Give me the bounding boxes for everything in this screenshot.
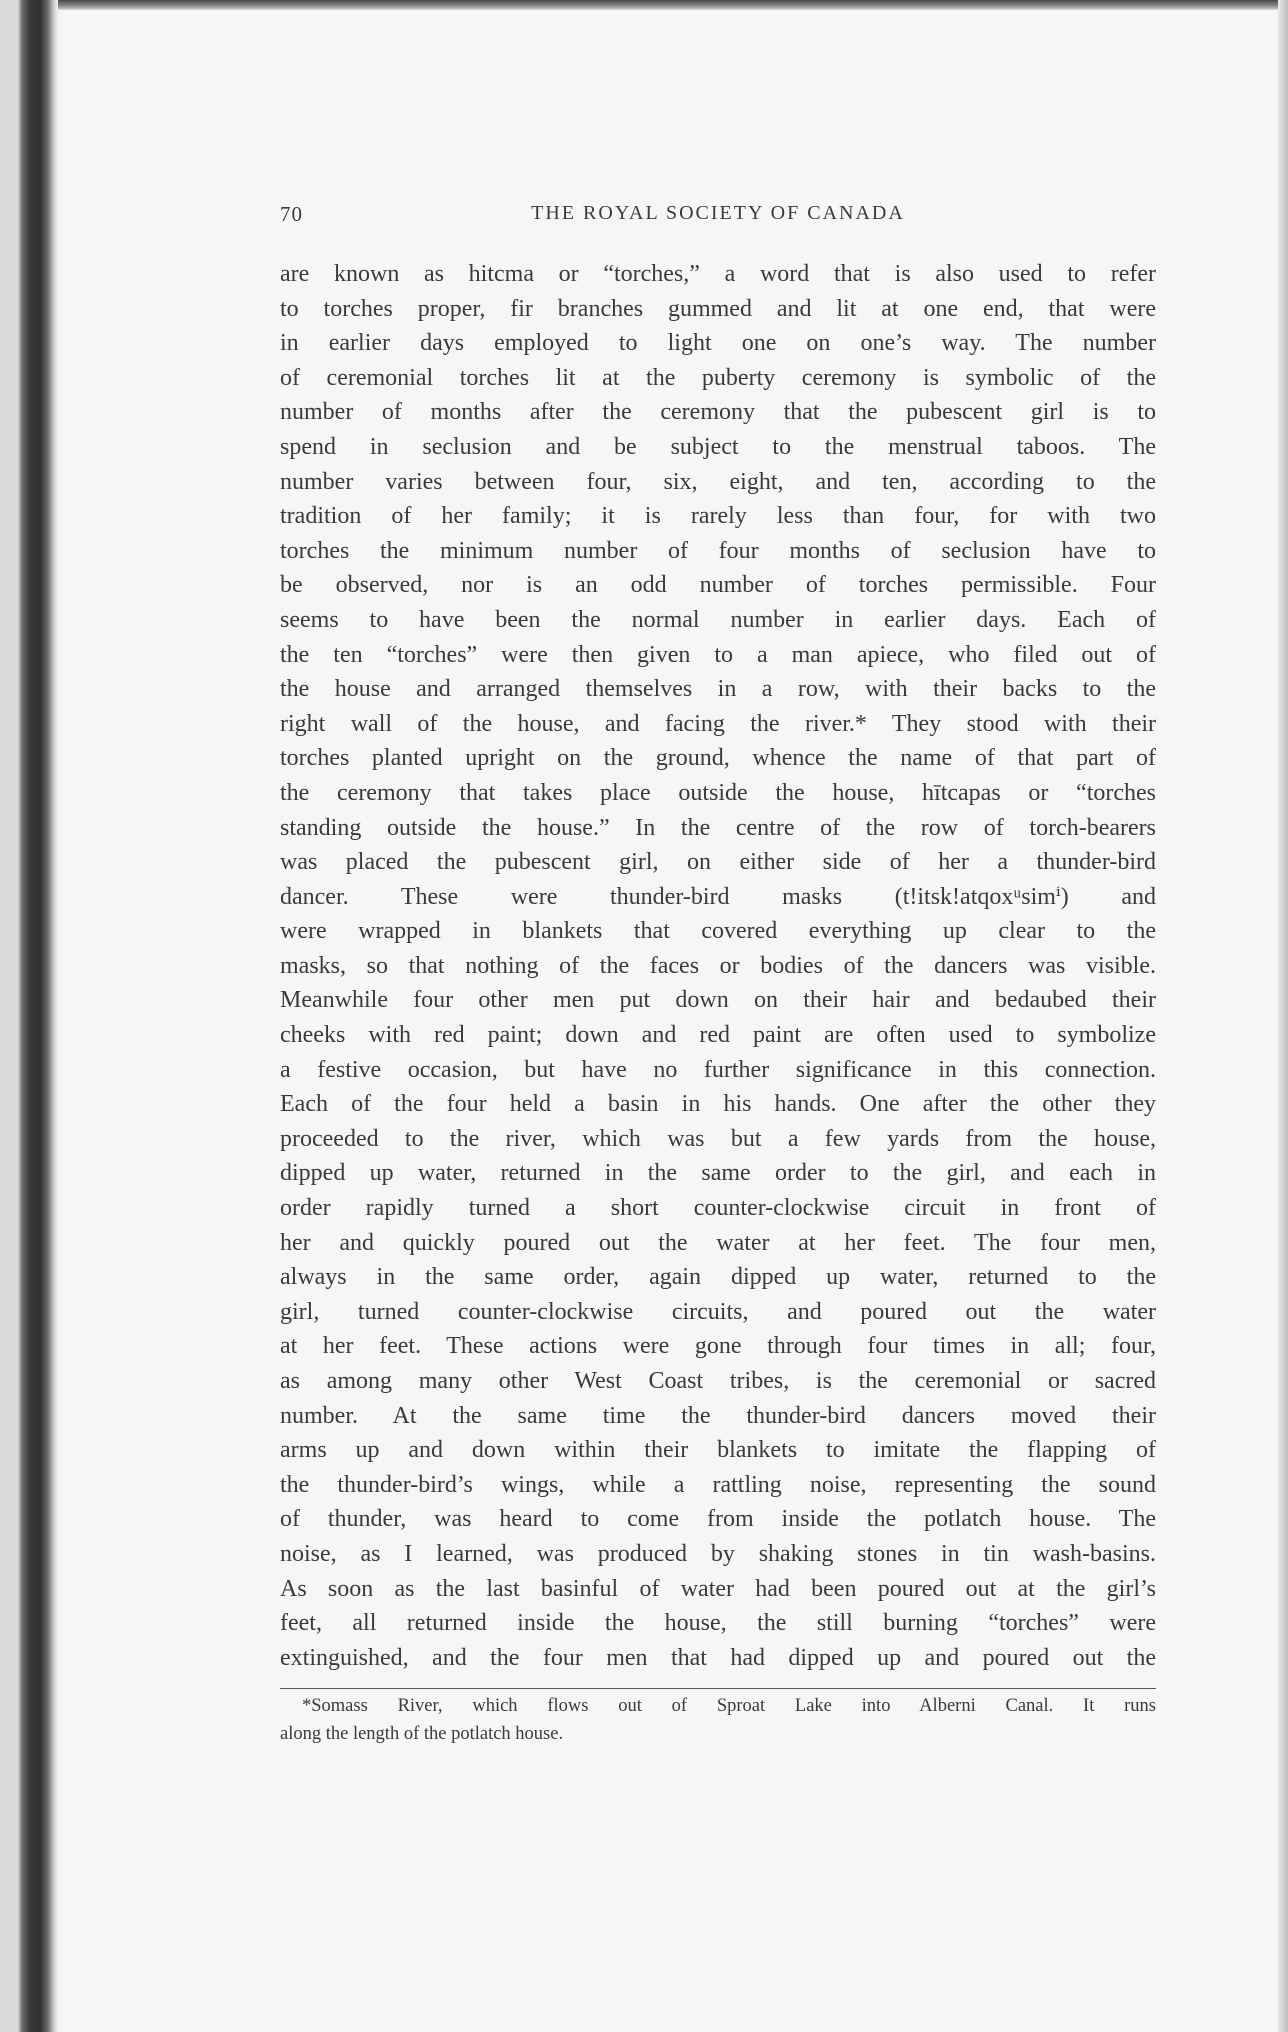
text-line: torches the minimum number of four months of seclusion have to — [280, 537, 1156, 564]
footnote-line: *Somass River, which flows out of Sproat Lake into Alberni Canal. It runs — [302, 1696, 1156, 1716]
text-line: be observed, nor is an odd number of torches permissible. Four — [280, 572, 1156, 599]
text-line: number of months after the ceremony that the pubescent girl is to — [280, 399, 1156, 426]
text-line: of ceremonial torches lit at the puberty ceremony is symbolic of the — [280, 364, 1156, 391]
text-line: noise, as I learned, was produced by shaking stones in tin wash-basins. — [280, 1540, 1156, 1567]
text-line: As soon as the last basinful of water had been poured out at the girl’s — [280, 1575, 1156, 1602]
text-line: the ten “torches” were then given to a man apiece, who filed out of — [280, 641, 1156, 668]
scan-top-edge — [0, 0, 1288, 10]
text-line: right wall of the house, and facing the river.* They stood with their — [280, 710, 1156, 737]
text-line: dipped up water, returned in the same order to the girl, and each in — [280, 1160, 1156, 1187]
text-line: was placed the pubescent girl, on either side of her a thunder-bird — [280, 849, 1156, 876]
text-line: seems to have been the normal number in earlier days. Each of — [280, 606, 1156, 633]
text-line: feet, all returned inside the house, the still burning “torches” were — [280, 1610, 1156, 1637]
body-text — [280, 257, 1156, 1675]
text-line: in earlier days employed to light one on one’s way. The number — [280, 330, 1156, 357]
text-line: Each of the four held a basin in his hands. One after the other they — [280, 1091, 1156, 1118]
text-line: spend in seclusion and be subject to the menstrual taboos. The — [280, 433, 1156, 460]
text-line: as among many other West Coast tribes, is the ceremonial or sacred — [280, 1368, 1156, 1394]
text-line: arms up and down within their blankets to imitate the flapping of — [280, 1437, 1156, 1464]
footnote-line: along the length of the potlatch house. — [280, 1724, 564, 1744]
page-number: 70 — [280, 202, 303, 226]
text-line: the thunder-bird’s wings, while a rattling noise, representing the sound — [280, 1471, 1156, 1498]
page-header — [280, 202, 1156, 234]
footnote — [280, 1692, 1156, 1748]
text-line: always in the same order, again dipped up water, returned to the — [280, 1264, 1156, 1291]
text-line: a festive occasion, but have no further significance in this connection. — [280, 1056, 1156, 1083]
footnote-rule — [280, 1688, 1156, 1689]
text-line: cheeks with red paint; down and red paint are often used to symbolize — [280, 1022, 1156, 1049]
text-line: number varies between four, six, eight, and ten, according to the — [280, 468, 1156, 495]
text-line: girl, turned counter-clockwise circuits, and poured out the water — [280, 1298, 1156, 1325]
text-line: are known as hitcma or “torches,” a word that is also used to refer — [280, 261, 1156, 287]
text-line: at her feet. These actions were gone through four times in all; four, — [280, 1333, 1156, 1360]
text-line: to torches proper, fir branches gummed and lit at one end, that were — [280, 295, 1156, 322]
text-line: of thunder, was heard to come from inside the potlatch house. The — [280, 1506, 1156, 1533]
text-line: number. At the same time the thunder-bird dancers moved their — [280, 1402, 1156, 1429]
text-line: order rapidly turned a short counter-clockwise circuit in front of — [280, 1195, 1156, 1222]
text-line: standing outside the house.” In the centre of the row of torch-bearers — [280, 814, 1156, 841]
text-line: proceeded to the river, which was but a few yards from the house, — [280, 1125, 1156, 1152]
text-line: the ceremony that takes place outside the house, hītcapas or “torches — [280, 779, 1156, 806]
text-line: torches planted upright on the ground, whence the name of that part of — [280, 745, 1156, 772]
scan-right-edge — [1278, 0, 1288, 2032]
text-line: were wrapped in blankets that covered everything up clear to the — [280, 918, 1156, 945]
text-line: her and quickly poured out the water at her feet. The four men, — [280, 1229, 1156, 1256]
text-line: masks, so that nothing of the faces or bodies of the dancers was visible. — [280, 952, 1156, 979]
running-head: THE ROYAL SOCIETY OF CANADA — [531, 202, 905, 224]
text-line: Meanwhile four other men put down on their hair and bedaubed their — [280, 987, 1156, 1014]
text-line: extinguished, and the four men that had dipped up and poured out the — [280, 1644, 1156, 1671]
text-line: dancer. These were thunder-bird masks (t!itsk!atqoxᵘsimⁱ) and — [280, 883, 1156, 910]
text-line: tradition of her family; it is rarely less than four, for with two — [280, 503, 1156, 530]
scan-left-edge — [0, 0, 58, 2032]
text-line: the house and arranged themselves in a row, with their backs to the — [280, 676, 1156, 703]
